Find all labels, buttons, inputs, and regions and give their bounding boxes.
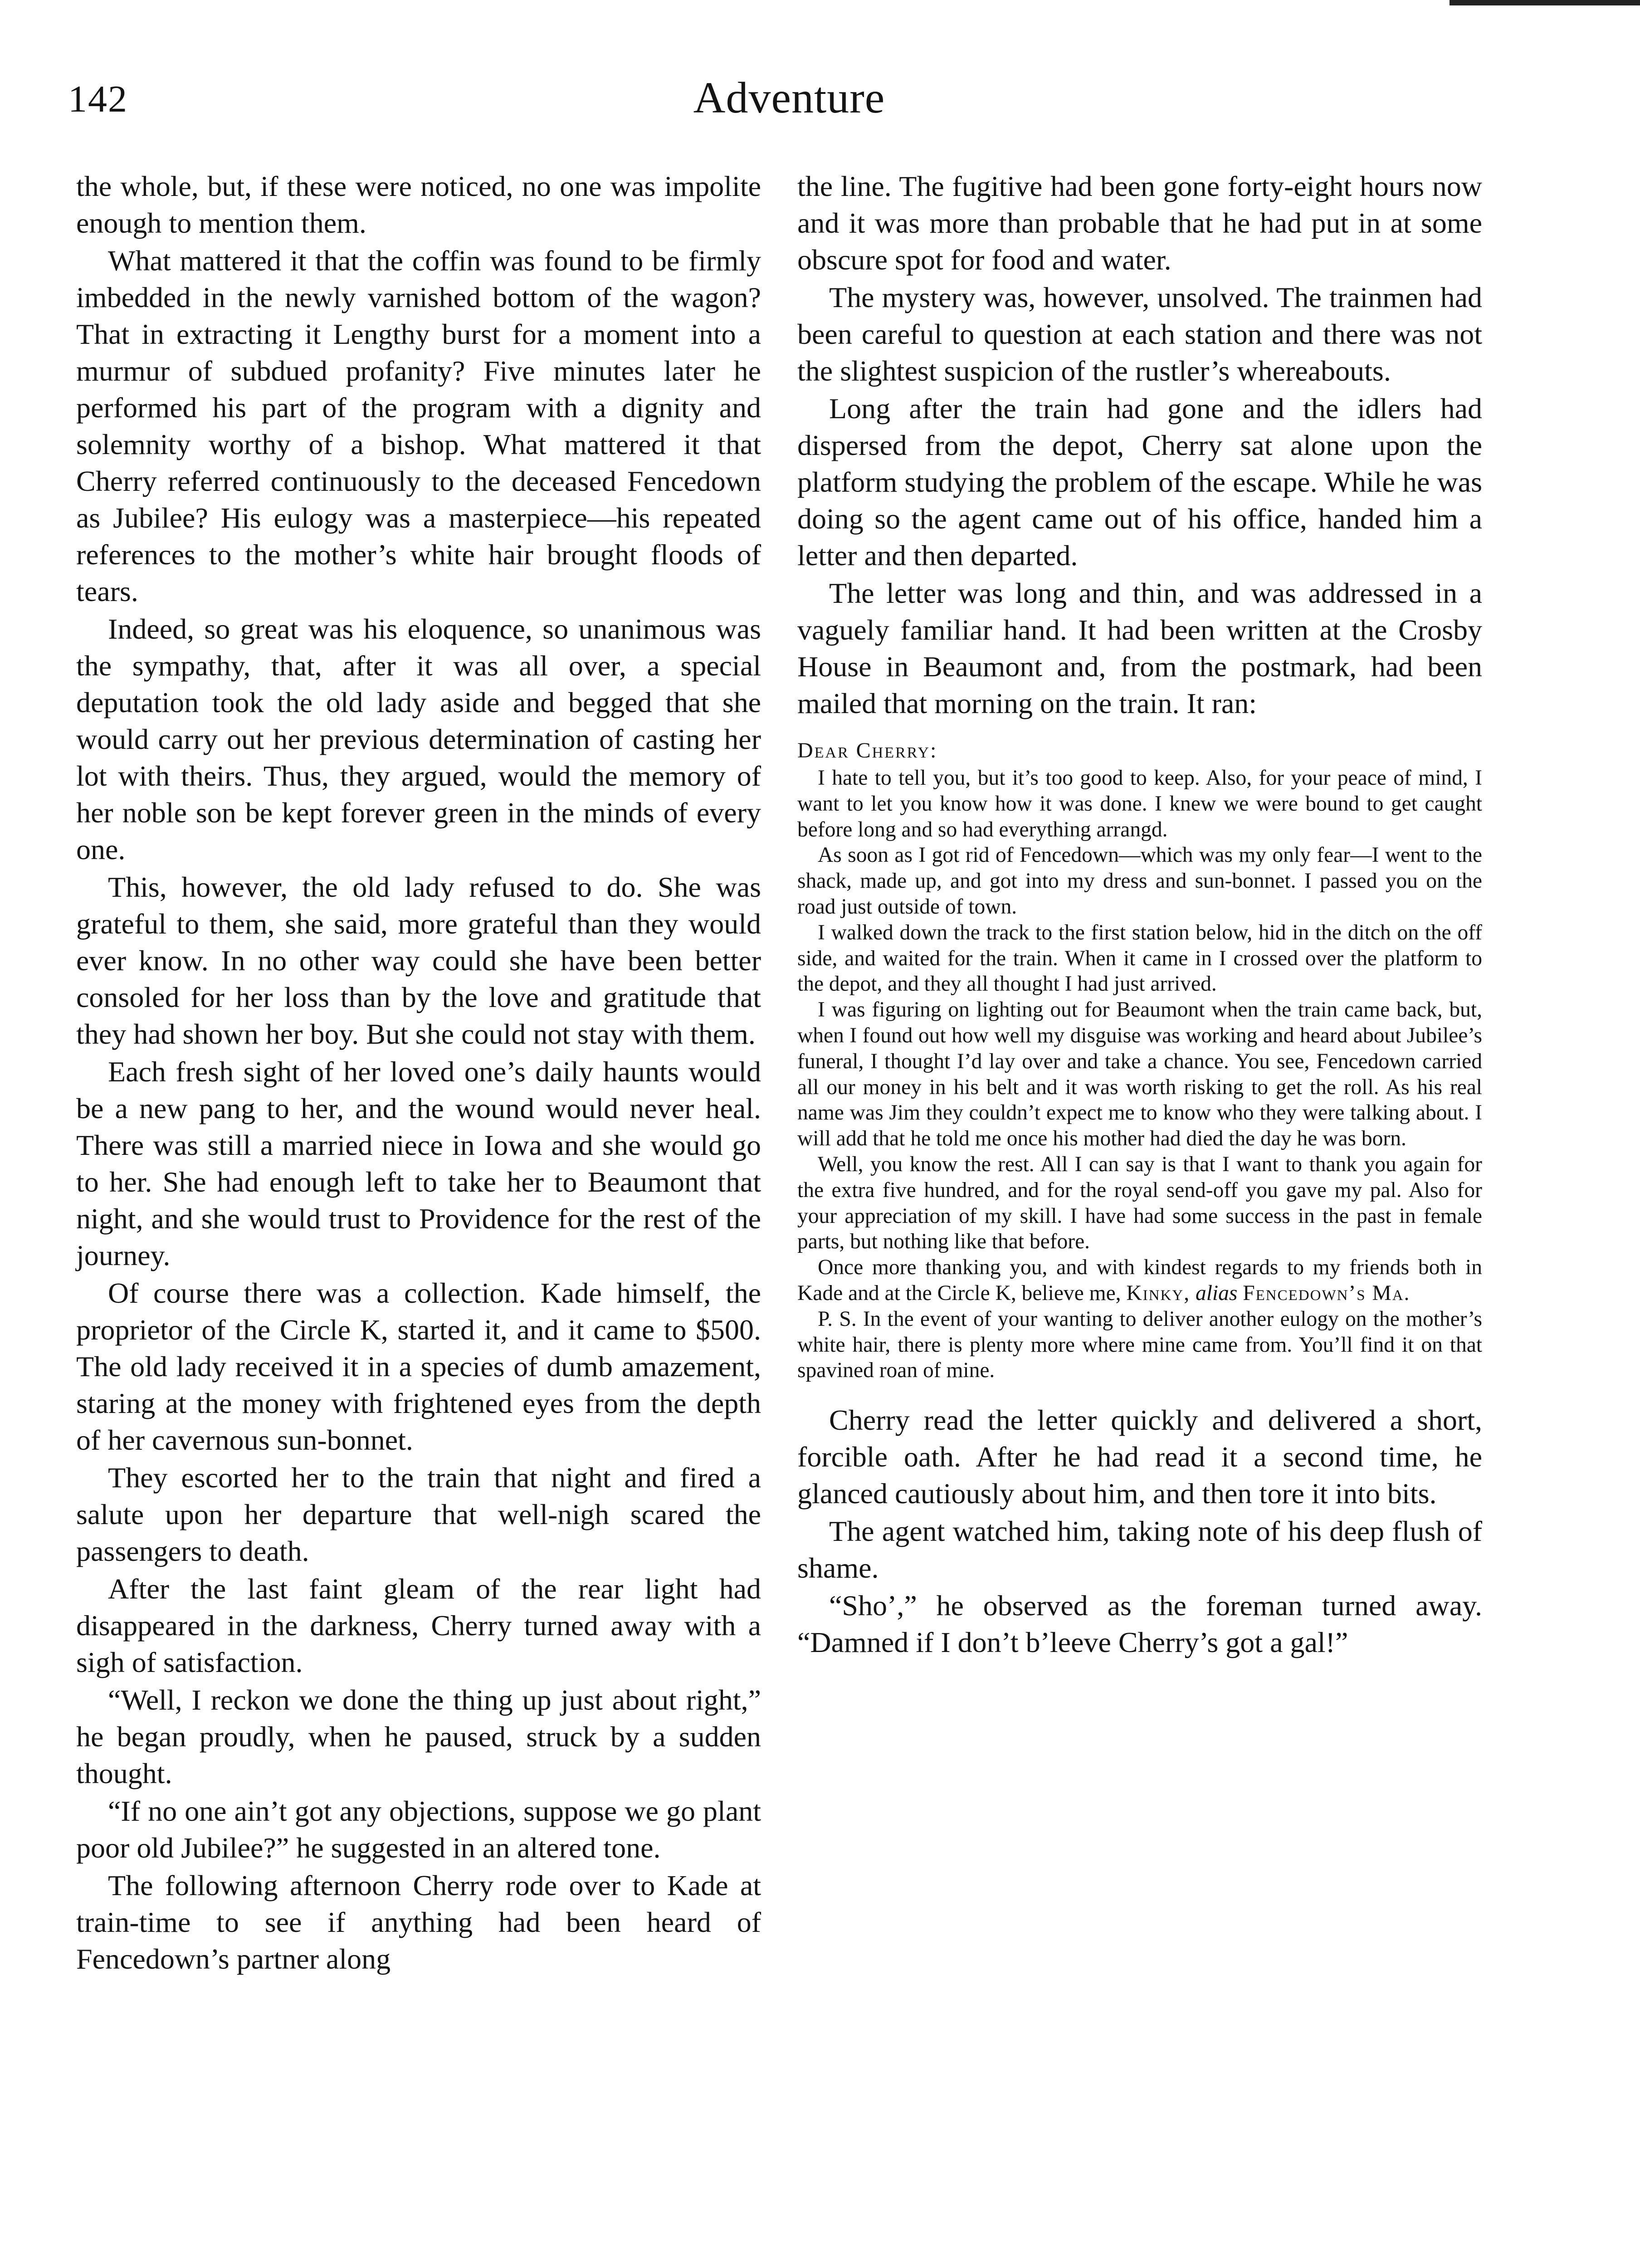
paragraph: “Well, I reckon we done the thing up just about right,” he began proudly, when he paused, struck by a sudden thought.	[76, 1684, 761, 1789]
paragraph: the whole, but, if these were noticed, no one was impolite enough to mention them.	[76, 170, 761, 239]
paragraph: The agent watched him, taking note of his deep flush of shame.	[797, 1515, 1482, 1584]
running-title: Adventure	[693, 73, 885, 122]
letter-paragraph: As soon as I got rid of Fencedown—which was my only fear—I went to the shack, made up, and got into my dress and sun-bonnet. I passed you on the road just outside of town.	[797, 843, 1482, 919]
paragraph: “If no one ain’t got any objections, suppose we go plant poor old Jubilee?” he suggested in an altered tone.	[76, 1795, 761, 1864]
letter-salutation: Dear Cherry:	[797, 738, 938, 763]
letter-paragraph: I hate to tell you, but it’s too good to keep. Also, for your peace of mind, I want to let you know how it was done. I knew we were bound to get caught before long and so had everything arrangd.	[797, 766, 1482, 841]
letter-paragraph: Well, you know the rest. All I can say is that I want to thank you again for the extra five hundred, and for the royal send-off you gave my pal. Also for your appreciation of my skill. I have had some success in the past in female parts, but nothing like that before.	[797, 1152, 1482, 1254]
paragraph: the line. The fugitive had been gone forty-eight hours now and it was more than probable that he had put in at some obscure spot for food and water.	[797, 170, 1482, 276]
paragraph: Each fresh sight of her loved one’s daily haunts would be a new pang to her, and the wound would never heal. There was still a married niece in Iowa and she would go to her. She had enough left to take her to Beaumont that night, and she would trust to Providence for the rest of the journey.	[76, 1056, 761, 1271]
paragraph: The letter was long and thin, and was addressed in a vaguely familiar hand. It had been written at the Crosby House in Beaumont and, from the postmark, had been mailed that morning on the train. It ran:	[797, 577, 1482, 719]
paragraph: Of course there was a collection. Kade himself, the proprietor of the Circle K, started it, and it came to $500. The old lady received it in a species of dumb amazement, staring at the money with frightened eyes from the depth of her cavernous sun-bonnet.	[76, 1277, 761, 1456]
paragraph: This, however, the old lady refused to do. She was grateful to them, she said, more grateful than they would ever know. In no other way could she have been better consoled for her loss than by the love and gratitude that they had shown her boy. But she could not stay with them.	[76, 871, 761, 1050]
paragraph: “Sho’,” he observed as the foreman turned away. “Damned if I don’t b’leeve Cherry’s got a gal!”	[797, 1589, 1482, 1659]
letter-closing	[797, 1255, 1482, 1306]
paragraph: The mystery was, however, unsolved. The trainmen had been careful to question at each station and there was not the slightest suspicion of the rustler’s whereabouts.	[797, 281, 1482, 387]
page-header	[68, 73, 1510, 132]
paragraph: The following afternoon Cherry rode over to Kade at train-time to see if anything had been heard of Fencedown’s partner along	[76, 1869, 761, 1975]
letter-postscript: P. S. In the event of your wanting to deliver another eulogy on the mother’s white hair, there is plenty more where mine came from. You’ll find it on that spavined roan of mine.	[797, 1307, 1482, 1383]
page-number: 142	[68, 78, 128, 120]
paragraph: After the last faint gleam of the rear light had disappeared in the darkness, Cherry turned away with a sigh of satisfaction.	[76, 1573, 761, 1678]
left-column	[76, 168, 761, 1977]
letter-closing-text: Once more thanking you, and with kindest regards to my friends both in Kade and at the Circle K, believe me,	[797, 1256, 1482, 1305]
letter-signature-rest: Fencedown’s Ma.	[1243, 1281, 1411, 1305]
right-column	[797, 168, 1482, 1661]
letter-paragraph: I was figuring on lighting out for Beaumont when the train came back, but, when I found out how well my disguise was working and heard about Jubilee’s funeral, I thought I’d lay over and take a chance. You see, Fencedown carried all our money in his belt and it was worth risking to get the roll. As his real name was Jim they couldn’t expect me to know who they were talking about. I will add that he told me once his mother had died the day he was born.	[797, 998, 1482, 1151]
paragraph: Long after the train had gone and the idlers had dispersed from the depot, Cherry sat alone upon the platform studying the problem of the escape. While he was doing so the agent came out of his office, handed him a letter and then departed.	[797, 392, 1482, 572]
embedded-letter	[797, 738, 1482, 1383]
paragraph: Indeed, so great was his eloquence, so unanimous was the sympathy, that, after it was all over, a special deputation took the old lady aside and begged that she would carry out her previous determination of casting her lot with theirs. Thus, they argued, would the memory of her noble son be kept forever green in the minds of every one.	[76, 613, 761, 865]
letter-signature-name: Kinky,	[1126, 1281, 1191, 1305]
top-rule	[1450, 0, 1640, 5]
letter-signature-alias: alias	[1195, 1281, 1238, 1305]
paragraph: They escorted her to the train that night and fired a salute upon her departure that well-nigh scared the passengers to death.	[76, 1461, 761, 1567]
paragraph: What mattered it that the coffin was found to be firmly imbedded in the newly varnished bottom of the wagon? That in extracting it Lengthy burst for a moment into a murmur of subdued profanity? Five minutes later he performed his part of the program with a dignity and solemnity worthy of a bishop. What mattered it that Cherry referred continuously to the deceased Fencedown as Jubilee? His eulogy was a masterpiece—his repeated references to the mother’s white hair brought floods of tears.	[76, 244, 761, 607]
paragraph: Cherry read the letter quickly and delivered a short, forcible oath. After he had read it a second time, he glanced cautiously about him, and then tore it into bits.	[797, 1404, 1482, 1510]
letter-paragraph: I walked down the track to the first station below, hid in the ditch on the off side, and waited for the train. When it came in I crossed over the platform to the depot, and they all thought I had just arrived.	[797, 920, 1482, 996]
